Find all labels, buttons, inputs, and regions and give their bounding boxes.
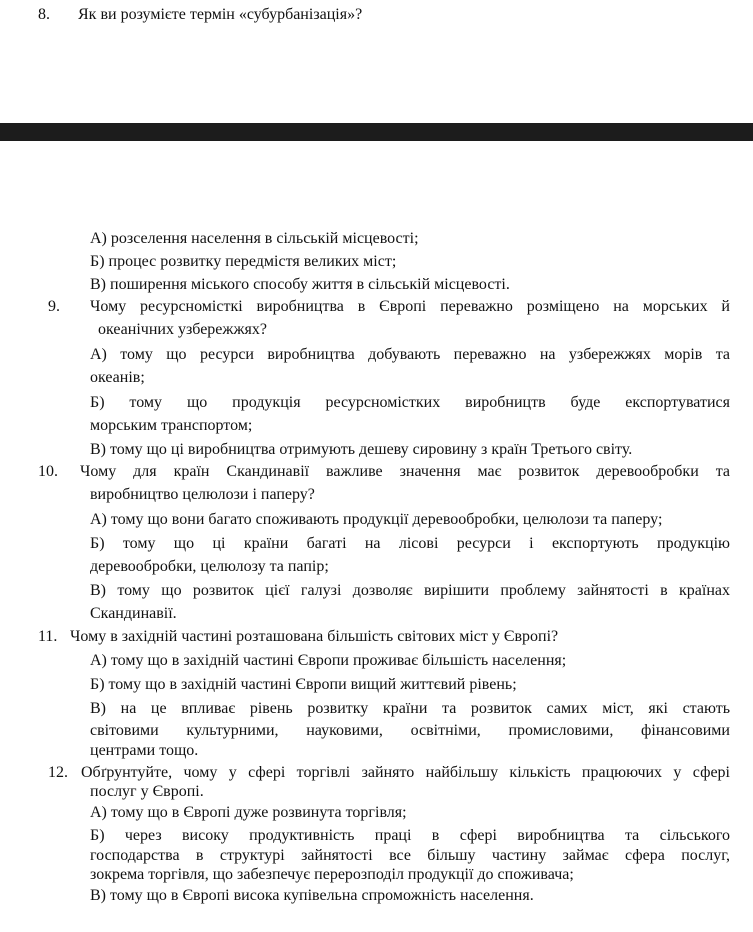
- question-12-line-2: послуг у Європі.: [90, 783, 204, 800]
- question-10-option-b-line-2: деревообробки, целюлозу та папір;: [90, 558, 329, 575]
- question-11-option-b: Б) тому що в західній частині Європи вищий життєвий рівень;: [90, 676, 517, 693]
- question-9-option-a-line-2: океанів;: [90, 369, 145, 386]
- question-10-option-b-line-1: Б) тому що ці країни багаті на лісові ресурси і експортують продукцію: [90, 535, 730, 552]
- question-12-number: 12.: [48, 764, 68, 781]
- question-9-option-b-line-2: морським транспортом;: [90, 417, 253, 434]
- option-a: А) розселення населення в сільській місцевості;: [90, 230, 419, 247]
- question-9-number: 9.: [48, 298, 60, 315]
- question-10-option-c-line-1: В) тому що розвиток цієї галузі дозволяє вирішити проблему зайнятості в країнах: [90, 582, 730, 599]
- question-10-line-2: виробництво целюлози і паперу?: [90, 486, 315, 503]
- question-11-number: 11.: [38, 628, 58, 645]
- question-11-option-c-line-3: центрами тощо.: [90, 742, 199, 759]
- question-12-option-b-line-2: господарства в структурі зайнятості все більшу частину займає сфера послуг,: [90, 847, 730, 864]
- question-12-option-b-line-3: зокрема торгівля, що забезпечує перерозподіл продукції до споживача;: [90, 866, 574, 883]
- question-8-number: 8.: [38, 6, 50, 23]
- question-9-option-a-line-1: А) тому що ресурси виробництва добувають переважно на узбережжях морів та: [90, 346, 730, 363]
- question-11-option-c-line-2: світовими культурними, науковими, освітніми, промисловими, фінансовими: [90, 722, 730, 739]
- option-c: В) поширення міського способу життя в сільській місцевості.: [90, 276, 510, 293]
- question-10-number: 10.: [38, 463, 58, 480]
- question-9-line-1: Чому ресурсномісткі виробництва в Європі переважно розміщено на морських й: [90, 298, 730, 315]
- question-9-option-c: В) тому що ці виробництва отримують дешеву сировину з країн Третього світу.: [90, 441, 633, 458]
- question-10-option-a: А) тому що вони багато споживають продукції деревообробки, целюлози та паперу;: [90, 511, 663, 528]
- question-10-option-c-line-2: Скандинавії.: [90, 605, 177, 622]
- question-11-option-a: А) тому що в західній частині Європи проживає більшість населення;: [90, 652, 567, 669]
- page-divider: [0, 123, 753, 141]
- question-9-line-2: океанічних узбережжях?: [98, 321, 267, 338]
- option-b: Б) процес розвитку передмістя великих міст;: [90, 253, 397, 270]
- question-8-text: Як ви розумієте термін «субурбанізація»?: [78, 6, 363, 23]
- question-9-option-b-line-1: Б) тому що продукція ресурсномістких виробництв буде експортуватися: [90, 394, 730, 411]
- question-12-line-1: Обґрунтуйте, чому у сфері торгівлі зайнято найбільшу кількість працюючих у сфері: [81, 764, 730, 781]
- question-11-option-c-line-1: В) на це впливає рівень розвитку країни та розвиток самих міст, які стають: [90, 700, 730, 717]
- question-12-option-b-line-1: Б) через високу продуктивність праці в сфері виробництва та сільського: [90, 827, 730, 844]
- question-11-text: Чому в західній частині розташована більшість світових міст у Європі?: [70, 628, 559, 645]
- question-10-line-1: Чому для країн Скандинавії важливе значення має розвиток деревообробки та: [80, 463, 730, 480]
- question-12-option-a: А) тому що в Європі дуже розвинута торгівля;: [90, 804, 407, 821]
- question-12-option-c: В) тому що в Європі висока купівельна спроможність населення.: [90, 887, 534, 904]
